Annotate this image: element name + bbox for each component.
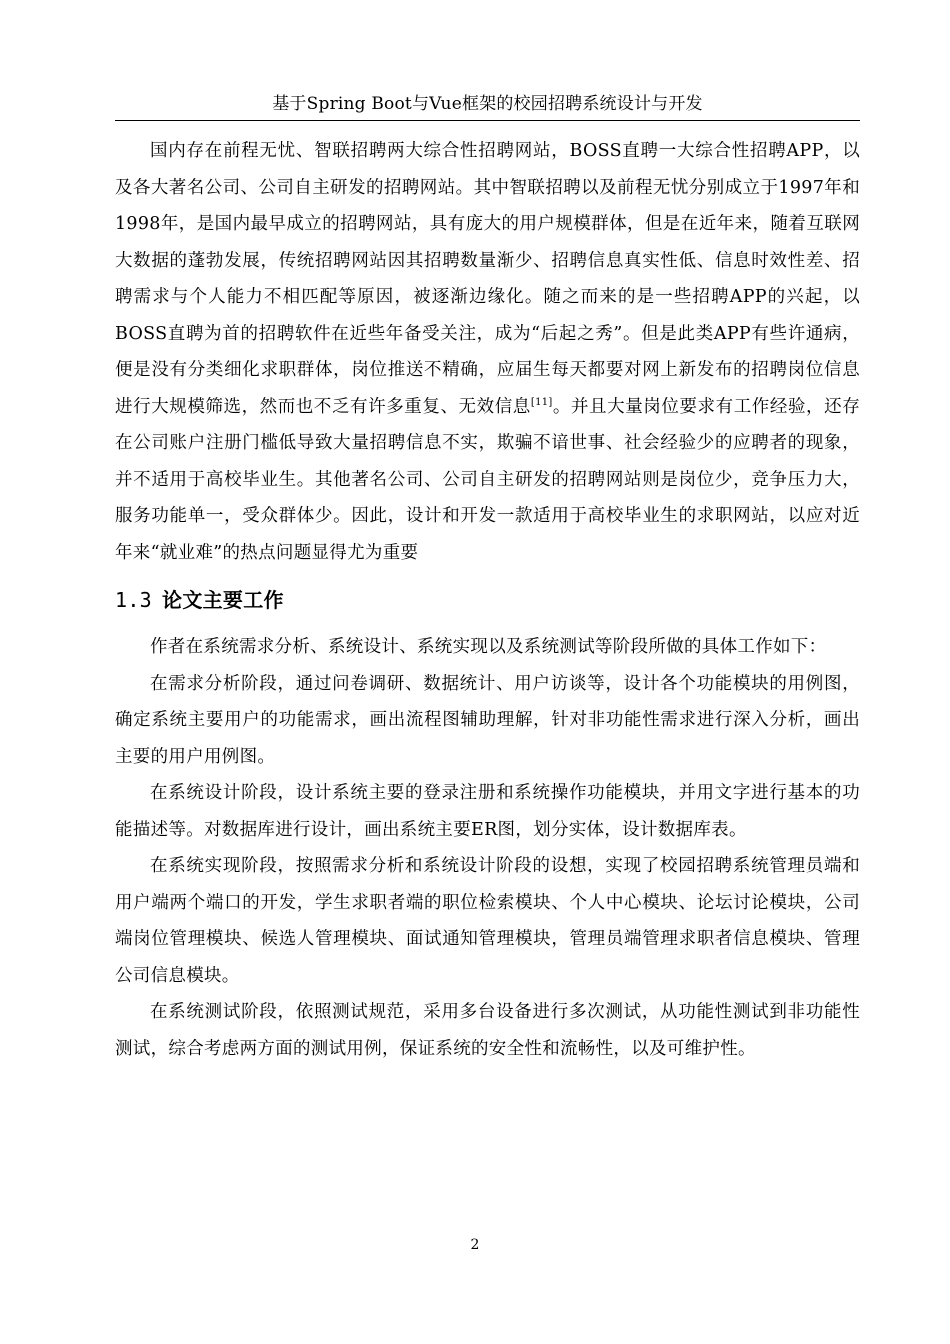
paragraph-intro: 作者在系统需求分析、系统设计、系统实现以及系统测试等阶段所做的具体工作如下： <box>150 637 827 657</box>
header-divider <box>115 120 860 121</box>
section-heading <box>115 581 860 619</box>
running-header: 基于Spring Boot与Vue框架的校园招聘系统设计与开发 <box>272 94 703 114</box>
section-title: 论文主要工作 <box>162 588 284 612</box>
paragraph-requirements: 在需求分析阶段，通过问卷调研、数据统计、用户访谈等，设计各个功能模块的用例图，确定系统主要用户的功能需求，画出流程图辅助理解，针对非功能性需求进行深入分析，画出主要的用户用例图。 <box>115 673 860 767</box>
paragraph-background <box>115 133 860 571</box>
paragraph-design: 在系统设计阶段，设计系统主要的登录注册和系统操作功能模块，并用文字进行基本的功能描述等。对数据库进行设计，画出系统主要ER图，划分实体，设计数据库表。 <box>115 783 860 840</box>
paragraph-text: 。并且大量岗位要求有工作经验，还存在公司账户注册门槛低导致大量招聘信息不实，欺骗不谙世事、社会经验少的应聘者的现象，并不适用于高校毕业生。其他著名公司、公司自主研发的招聘网站则是岗位少，竞争压力大，服务功能单一，受众群体少。因此，设计和开发一款适用于高校毕业生的求职网站，以应对近年来“就业难”的热点问题显得尤为重要 <box>115 396 860 563</box>
page-body <box>115 133 860 1067</box>
section-number: 1.3 <box>115 588 153 612</box>
paragraph-text: 国内存在前程无忧、智联招聘两大综合性招聘网站，BOSS直聘一大综合性招聘APP，以及各大著名公司、公司自主研发的招聘网站。其中智联招聘以及前程无忧分别成立于1997年和1998年，是国内最早成立的招聘网站，具有庞大的用户规模群体，但是在近年来，随着互联网大数据的蓬勃发展，传统招聘网站因其招聘数量渐少、招聘信息真实性低、信息时效性差、招聘需求与个人能力不相匹配等原因，被逐渐边缘化。随之而来的是一些招聘APP的兴起，以BOSS直聘为首的招聘软件在近些年备受关注，成为“后起之秀”。但是此类APP有些许通病，便是没有分类细化求职群体，岗位推送不精确，应届生每天都要对网上新发布的招聘岗位信息进行大规模筛选，然而也不乏有许多重复、无效信息 <box>115 141 860 417</box>
paragraph-testing: 在系统测试阶段，依照测试规范，采用多台设备进行多次测试，从功能性测试到非功能性测试，综合考虑两方面的测试用例，保证系统的安全性和流畅性，以及可维护性。 <box>115 1002 860 1059</box>
citation-ref: [11] <box>530 396 553 408</box>
page-number: 2 <box>470 1237 480 1253</box>
paragraph-implementation: 在系统实现阶段，按照需求分析和系统设计阶段的设想，实现了校园招聘系统管理员端和用户端两个端口的开发，学生求职者端的职位检索模块、个人中心模块、论坛讨论模块，公司端岗位管理模块、候选人管理模块、面试通知管理模块，管理员端管理求职者信息模块、管理公司信息模块。 <box>115 856 860 986</box>
